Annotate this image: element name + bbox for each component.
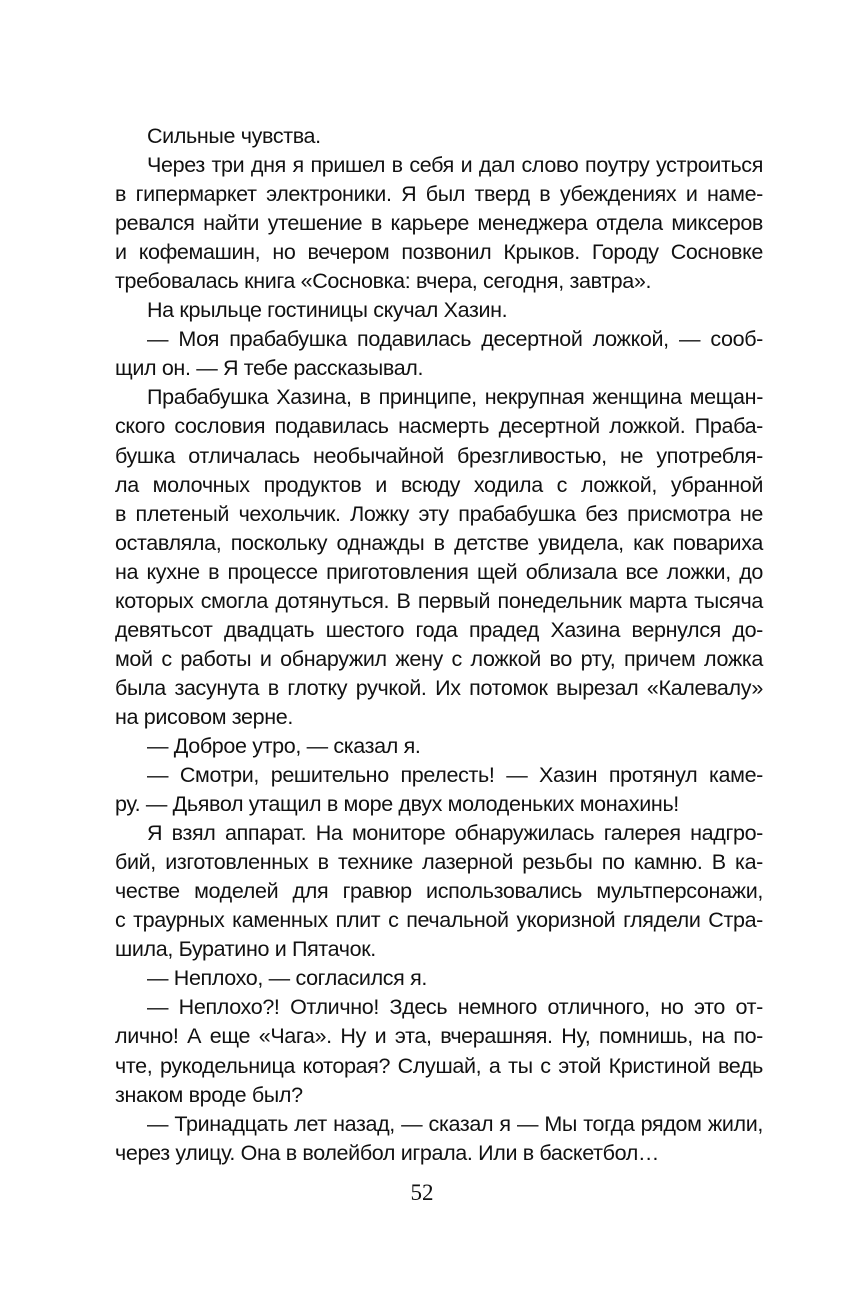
text-line: была засунута в глотку ручкой. Их потомок вырезал «Калевалу» — [115, 675, 763, 700]
page-number: 52 — [410, 1180, 434, 1205]
text-line: бий, изготовленных в технике лазерной резьбы по камню. В ка- — [115, 850, 763, 875]
text-line: Прабабушка Хазина, в принципе, некрупная женщина мещан- — [147, 385, 763, 410]
text-line: — Неплохо?! Отлично! Здесь немного отличного, но это от- — [147, 995, 763, 1020]
text-line: знаком вроде был? — [115, 1082, 303, 1107]
text-line: Через три дня я пришел в себя и дал слово поутру устроиться — [147, 153, 763, 178]
text-line: шила, Буратино и Пятачок. — [115, 937, 376, 962]
text-line: — Смотри, решительно прелесть! — Хазин протянул каме- — [147, 763, 763, 788]
text-line: чте, рукодельница которая? Слушай, а ты с этой Кристиной ведь — [115, 1053, 763, 1078]
text-line: На крыльце гостиницы скучал Хазин. — [147, 298, 508, 323]
text-line: бушка отличалась необычайной брезгливостью, не употребля- — [115, 443, 763, 468]
text-line: — Моя прабабушка подавилась десертной ложкой, — сооб- — [147, 327, 763, 352]
text-line: и кофемашин, но вечером позвонил Крыков. Городу Сосновке — [115, 240, 763, 265]
text-line: — Тринадцать лет назад, — сказал я — Мы тогда рядом жили, — [147, 1111, 763, 1136]
text-line: мой с работы и обнаружил жену с ложкой во рту, причем ложка — [115, 646, 763, 671]
text-line: — Неплохо, — согласился я. — [147, 966, 427, 991]
text-line: девятьсот двадцать шестого года прадед Хазина вернулся до- — [115, 617, 763, 642]
text-line: лично! А еще «Чага». Ну и эта, вчерашняя. Ну, помнишь, на по- — [115, 1024, 763, 1049]
text-line: Я взял аппарат. На мониторе обнаружилась галерея надгро- — [147, 821, 763, 846]
text-line: на кухне в процессе приготовления щей облизала все ложки, до — [115, 559, 763, 584]
text-line: ла молочных продуктов и всюду ходила с ложкой, убранной — [115, 472, 763, 497]
text-line: оставляла, поскольку однажды в детстве увидела, как повариха — [115, 530, 763, 555]
text-line: щил он. — Я тебе рассказывал. — [115, 356, 424, 381]
text-line: ру. — Дьявол утащил в море двух молоденьких монахинь! — [115, 792, 679, 817]
text-line: честве моделей для гравюр использовались мультперсонажи, — [115, 879, 763, 904]
page-body — [115, 122, 763, 1168]
text-line: Сильные чувства. — [147, 124, 321, 148]
text-line: с траурных каменных плит с печальной укоризной глядели Стра- — [115, 908, 763, 933]
text-line: на рисовом зерне. — [115, 704, 293, 729]
text-line: в плетеный чехольчик. Ложку эту прабабушка без присмотра не — [115, 501, 763, 526]
text-line: которых смогла дотянуться. В первый понедельник марта тысяча — [115, 588, 763, 613]
text-line: требовалась книга «Сосновка: вчера, сегодня, завтра». — [115, 269, 652, 294]
text-line: — Доброе утро, — сказал я. — [147, 733, 421, 758]
text-line: ского сословия подавилась насмерть десертной ложкой. Праба- — [115, 414, 763, 439]
text-line: в гипермаркет электроники. Я был тверд в убеждениях и наме- — [115, 182, 763, 207]
text-line: через улицу. Она в волейбол играла. Или в баскетбол… — [115, 1140, 660, 1165]
text-line: ревался найти утешение в карьере менеджера отдела миксеров — [115, 211, 763, 236]
